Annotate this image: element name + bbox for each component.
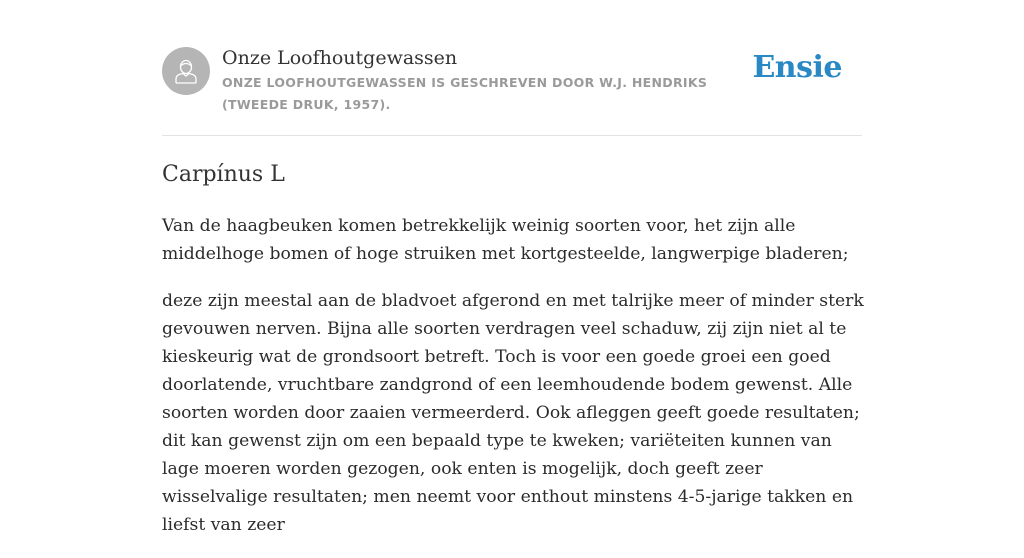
ensie-logo[interactable]: Ensie xyxy=(752,50,842,85)
article xyxy=(162,158,872,558)
user-avatar-icon[interactable] xyxy=(162,47,210,95)
article-paragraph: Van de haagbeuken komen betrekkelijk weinig soorten voor, het zijn alle middelhoge bomen of hoge struiken met kortgesteelde, langwerpige bladeren; xyxy=(162,216,849,264)
header-divider xyxy=(162,135,862,136)
article-title: Carpínus L xyxy=(162,162,285,187)
page-header xyxy=(162,46,862,136)
book-title[interactable]: Onze Loofhoutgewassen xyxy=(222,47,458,69)
article-paragraph: deze zijn meestal aan de bladvoet afgerond en met talrijke meer of minder sterk gevouwen nerven. Bijna alle soorten verdragen veel schaduw, zij zijn niet al te kieskeurig wat de grondsoort betreft. Toch is voor een goede groei een goed doorlatende, vruchtbare zandgrond of een leemhoudende bodem gewenst. Alle soorten worden door zaaien vermeerderd. Ook afleggen geeft goede resultaten; dit kan gewenst zijn om een bepaald type te kweken; variëteiten kunnen van lage moeren worden gezogen, ook enten is mogelijk, doch geeft zeer wisselvalige resultaten; men neemt voor enthout minstens 4-5-jarige takken en liefst van zeer xyxy=(162,291,864,535)
book-description: ONZE LOOFHOUTGEWASSEN IS GESCHREVEN DOOR W.J. HENDRIKS (TWEEDE DRUK, 1957). xyxy=(222,75,708,112)
book-info xyxy=(222,46,762,116)
